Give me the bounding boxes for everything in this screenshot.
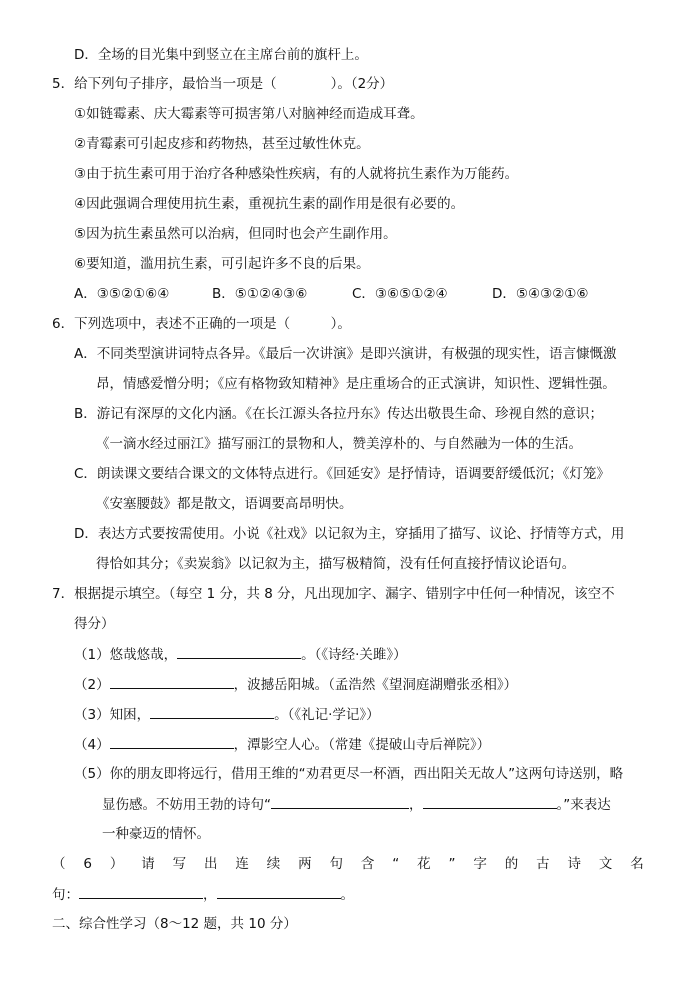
q7-item-4-pre: （4） (74, 737, 110, 753)
q6-option-c-line1: C．朗读课文要结合课文的文体特点进行。《回延安》是抒情诗，语调要舒缓低沉；《灯笼》 (74, 466, 610, 482)
answer-blank[interactable] (110, 675, 234, 689)
q7-item-6-char: 句 (329, 856, 343, 872)
q6-option-c-line2: 《安塞腰鼓》都是散文，语调要高昂明快。 (96, 496, 353, 512)
q7-item-6-char: 请 (141, 856, 155, 872)
answer-blank[interactable] (271, 795, 409, 809)
q7-item-6-char: 诗 (567, 856, 581, 872)
q5-sentence-5: ⑤因为抗生素虽然可以治病，但同时也会产生副作用。 (74, 226, 397, 242)
q7-item-2-post: ，波撼岳阳城。（孟浩然《望洞庭湖赠张丞相》） (233, 677, 518, 693)
q5-sentence-4: ④因此强调合理使用抗生素，重视抗生素的副作用是很有必要的。 (74, 196, 465, 212)
q7-item-6-char: 古 (536, 856, 550, 872)
q7-item-1-pre: （1）悠哉悠哉， (74, 647, 178, 663)
q5-sentence-3: ③由于抗生素可用于治疗各种感染性疾病，有的人就将抗生素作为万能药。 (74, 166, 519, 182)
q5-option-b: B．⑤①②④③⑥ (212, 286, 308, 302)
q7-item-3-post: 。（《礼记·学记》） (274, 707, 380, 723)
q7-item-1-post: 。（《诗经·关雎》） (301, 647, 407, 663)
q7-item-3 (74, 705, 380, 724)
q7-item-5-post: 。”来表达 (556, 797, 611, 813)
q5-sentence-6: ⑥要知道，滥用抗生素，可引起许多不良的后果。 (74, 256, 370, 272)
q7-item-3-pre: （3）知困， (74, 707, 151, 723)
q7-item-5-mid: ， (409, 797, 423, 813)
q6-option-b-line2: 《一滴水经过丽江》描写丽江的景物和人，赞美淳朴的、与自然融为一体的生活。 (96, 436, 582, 452)
q7-item-6-char: 续 (266, 856, 281, 872)
q7-item-6-char: “ (392, 856, 400, 872)
q5-option-c: C．③⑥⑤①②④ (352, 286, 448, 302)
q5-option-a: A．③⑤②①⑥④ (74, 286, 170, 302)
q5-sentence-2: ②青霉素可引起皮疹和药物热，甚至过敏性休克。 (74, 136, 370, 152)
q7-item-6-char: 的 (504, 856, 519, 872)
q7-item-6-mid: ， (203, 887, 217, 903)
q6-stem: 6．下列选项中，表述不正确的一项是（ ）。 (52, 316, 351, 332)
q7-item-6-char: 名 (630, 856, 644, 872)
q4-option-d: D．全场的目光集中到竖立在主席台前的旗杆上。 (74, 47, 368, 63)
q6-option-d-line2: 得恰如其分；《卖炭翁》以记叙为主，描写极精简，没有任何直接抒情议论语句。 (96, 556, 576, 572)
q7-item-6-char: 文 (598, 856, 613, 872)
q5-stem: 5．给下列句子排序，最恰当一项是（ ）。（2分） (52, 76, 394, 92)
section-2-heading: 二、综合性学习（8～12 题，共 10 分） (52, 916, 297, 932)
q7-item-4 (74, 735, 490, 754)
q7-item-6-char: 6 (83, 856, 92, 872)
answer-blank[interactable] (177, 645, 301, 659)
q7-item-5-line1: （5）你的朋友即将远行，借用王维的“劝君更尽一杯酒，西出阳关无故人”这两句诗送别，略 (74, 766, 624, 782)
q7-item-6-line2 (52, 885, 354, 904)
q7-item-6-char: 字 (473, 856, 487, 872)
q7-item-4-post: ，潭影空人心。（常建《提破山寺后禅院》） (233, 737, 491, 753)
q7-item-6-pre: 句： (52, 887, 79, 903)
q7-item-5-line3: 一种豪迈的情怀。 (102, 826, 210, 842)
q7-item-6-line1 (52, 855, 644, 873)
q7-item-5-line2 (102, 795, 611, 814)
q7-stem-cont: 得分） (74, 616, 115, 632)
answer-blank[interactable] (217, 885, 341, 899)
q5-sentence-1: ①如链霉素、庆大霉素等可损害第八对脑神经而造成耳聋。 (74, 106, 424, 122)
answer-blank[interactable] (150, 705, 274, 719)
q7-item-6-char: 连 (235, 856, 249, 872)
q5-option-d: D．⑤④③②①⑥ (492, 286, 589, 302)
q7-item-6-char: ） (109, 856, 124, 872)
q7-stem: 7．根据提示填空。（每空 1 分，共 8 分，凡出现加字、漏字、错别字中任何一种情况，该空不 (52, 586, 615, 602)
answer-blank[interactable] (110, 735, 234, 749)
q7-item-1 (74, 645, 407, 664)
answer-blank[interactable] (423, 795, 557, 809)
q6-option-a-line1: A．不同类型演讲词特点各异。《最后一次讲演》是即兴演讲，有极强的现实性，语言慷慨激 (74, 346, 617, 362)
q7-item-6-char: 出 (203, 856, 218, 872)
q6-option-b-line1: B．游记有深厚的文化内涵。《在长江源头各拉丹东》传达出敬畏生命、珍视自然的意识； (74, 406, 604, 422)
q7-item-2-pre: （2） (74, 677, 110, 693)
q7-item-6-char: ” (448, 856, 456, 872)
q6-option-a-line2: 昂，情感爱憎分明；《应有格物致知精神》是庄重场合的正式演讲，知识性、逻辑性强。 (96, 376, 616, 392)
q6-option-d-line1: D．表达方式要按需使用。小说《社戏》以记叙为主，穿插用了描写、议论、抒情等方式，用 (74, 526, 625, 542)
q7-item-6-post: 。 (340, 887, 354, 903)
q7-item-6-char: 花 (417, 856, 431, 872)
q7-item-6-char: 写 (172, 856, 187, 872)
q7-item-2 (74, 675, 517, 694)
q7-item-6-char: 含 (360, 856, 375, 872)
q7-item-6-char: 两 (298, 856, 312, 872)
q7-item-5-pre: 显伤感。不妨用王勃的诗句“ (102, 797, 271, 813)
q7-item-6-char: （ (52, 856, 66, 872)
answer-blank[interactable] (79, 885, 203, 899)
